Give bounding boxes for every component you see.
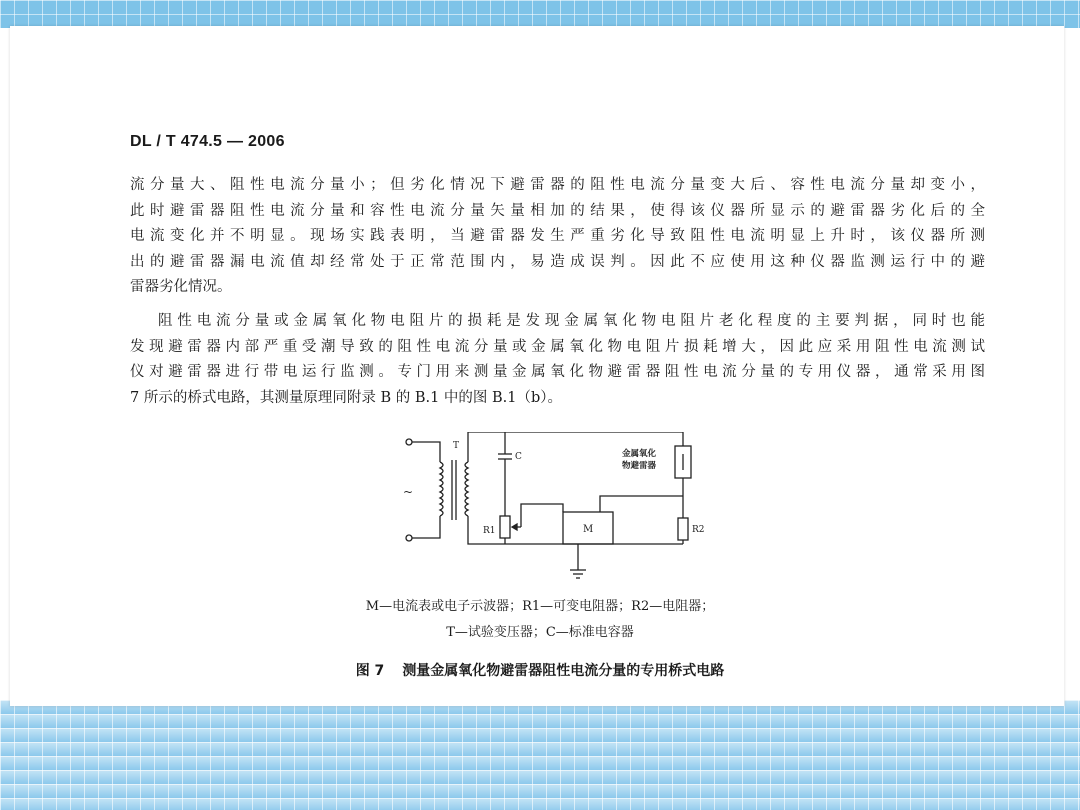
- r2-label: R2: [692, 525, 705, 535]
- arrester-label-line1: 金属氧化: [622, 449, 657, 459]
- paragraph-line: 发现避雷器内部严重受潮导致的阻性电流分量或金属氧化物电阻片损耗增大，因此应采用阻性电流测试: [130, 338, 985, 355]
- ac-source-label: ~: [403, 485, 414, 499]
- paragraph-line: 仪对避雷器进行带电运行监测。专门用来测量金属氧化物避雷器阻性电流分量的专用仪器，通常采用图: [130, 364, 985, 380]
- paragraph-2: [130, 309, 985, 411]
- primary-coil: [440, 462, 443, 516]
- input-terminal-top: [406, 439, 412, 445]
- meter-label: M: [583, 524, 594, 535]
- paragraph-line: 电流变化并不明显。现场实践表明，当避雷器发生严重劣化导致阻性电流明显上升时，该仪器所测: [130, 228, 985, 244]
- input-terminal-bottom: [406, 535, 412, 541]
- r1-resistor: [500, 516, 510, 538]
- figure-caption: [0, 660, 1080, 680]
- paragraph-line: 7 所示的桥式电路，其测量原理同附录 B 的 B.1 中的图 B.1（b）。: [130, 389, 563, 406]
- slide-background-top: [0, 0, 1080, 28]
- slide-background-bottom: [0, 700, 1080, 810]
- r2-resistor: [678, 518, 688, 540]
- paragraph-line: 此时避雷器阻性电流分量和容性电流分量矢量相加的结果，使得该仪器所显示的避雷器劣化后的全: [130, 202, 985, 219]
- paragraph-1: [130, 173, 985, 301]
- document-code: DL / T 474.5 — 2006: [130, 133, 285, 150]
- bridge-circuit-diagram: [395, 432, 725, 592]
- figure-title-text: 测量金属氧化物避雷器阻性电流分量的专用桥式电路: [402, 663, 725, 679]
- figure-number: 图 7: [355, 663, 385, 679]
- paragraph-line: 出的避雷器漏电流值却经常处于正常范围内，易造成误判。因此不应使用这种仪器监测运行中的避: [130, 253, 985, 270]
- figure-legend-line2: T—试验变压器；C—标准电容器: [446, 625, 634, 640]
- arrester-label-line2: 物避雷器: [622, 461, 657, 471]
- paragraph-line: 流分量大、阻性电流分量小；但劣化情况下避雷器的阻性电流分量变大后、容性电流分量却变小，: [130, 177, 985, 193]
- figure-legend-line1: M—电流表或电子示波器；R1—可变电阻器；R2—电阻器；: [365, 599, 715, 614]
- secondary-coil: [465, 462, 468, 516]
- paragraph-line: 雷器劣化情况。: [130, 279, 232, 295]
- capacitor-label: C: [515, 452, 522, 462]
- r1-label: R1: [483, 526, 496, 536]
- transformer-label: T: [453, 441, 460, 451]
- paragraph-line: 阻性电流分量或金属氧化物电阻片的损耗是发现金属氧化物电阻片老化程度的主要判据，同时也能: [158, 313, 985, 329]
